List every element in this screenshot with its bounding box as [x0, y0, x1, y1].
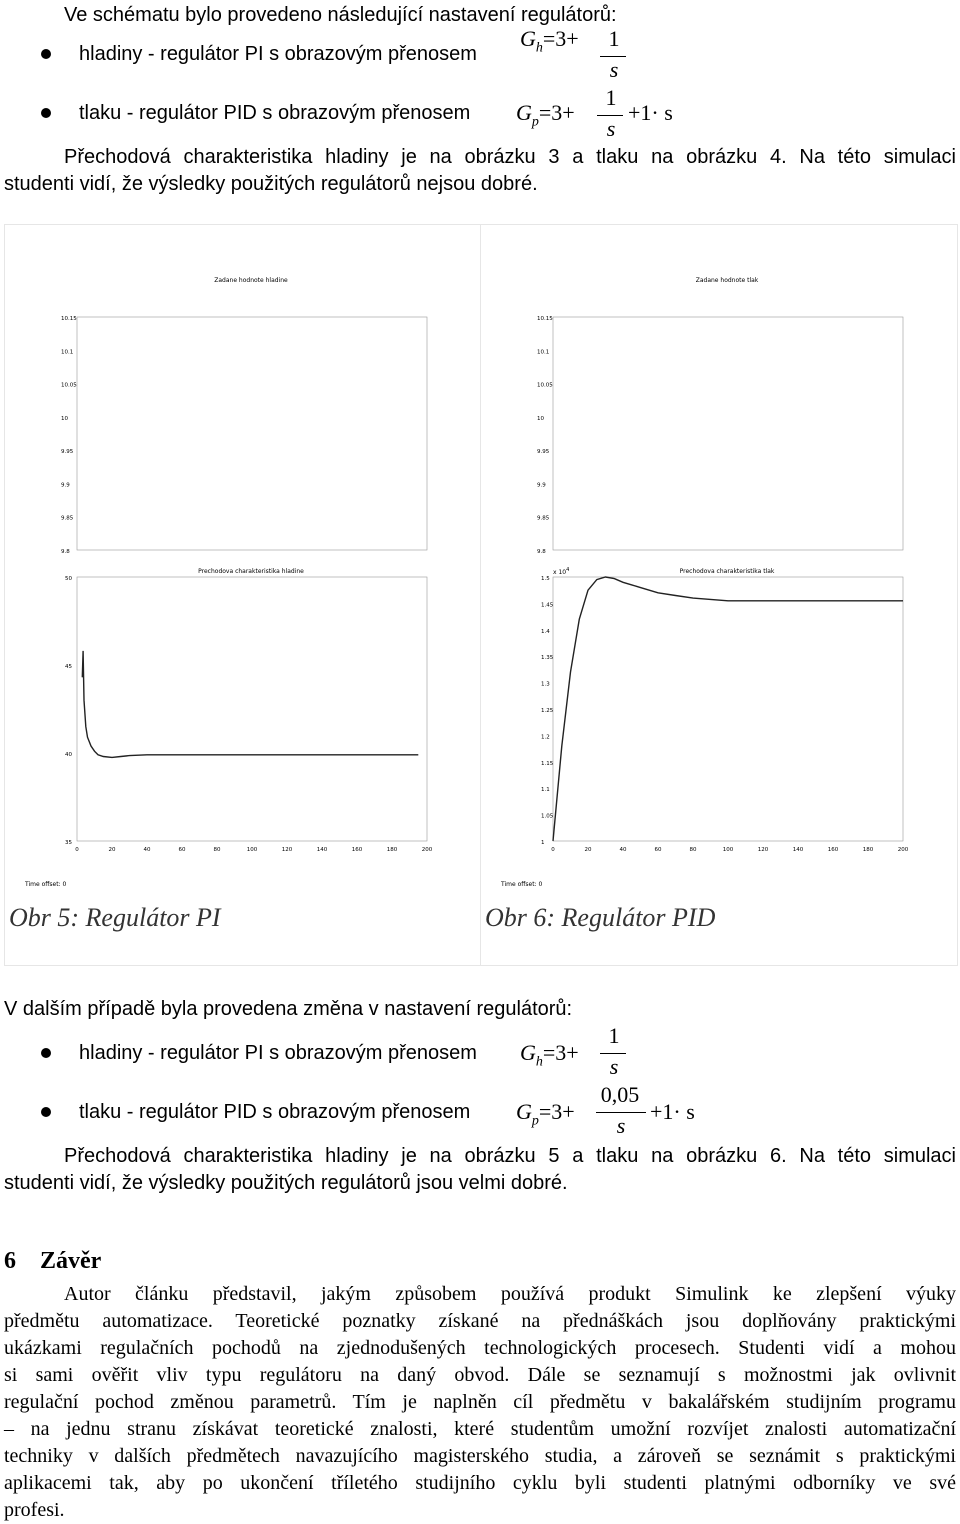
y-tick-label: 9.8: [537, 549, 546, 555]
section-number: 6: [4, 1248, 16, 1274]
x-tick-label: 120: [281, 847, 293, 853]
formula-symbol: G: [520, 1040, 536, 1065]
top-plot-title: Zadane hodnote hladine: [214, 277, 288, 284]
axis-scale-base: x 10: [553, 569, 567, 576]
top-plot-area: [77, 317, 427, 550]
fraction-numerator: 1: [605, 85, 617, 110]
fraction-denominator: s: [616, 1113, 626, 1138]
bottom-plot-title: Prechodova charakteristika hladine: [198, 568, 304, 575]
paragraph-line: Přechodová charakteristika hladiny je na obrázku 5 a tlaku na obrázku 6. Na této simulaci: [64, 1145, 956, 1167]
fraction-denominator: s: [609, 1054, 619, 1079]
x-tick-label: 140: [316, 847, 328, 853]
list-item-label: hladiny - regulátor PI s obrazovým přenosem: [79, 43, 477, 65]
x-tick-label: 120: [757, 847, 769, 853]
bottom-plot-title: Prechodova charakteristika tlak: [679, 568, 775, 575]
formula-symbol: G: [516, 1099, 532, 1124]
fraction-numerator: 0,05: [600, 1082, 640, 1107]
x-tick-label: 140: [792, 847, 804, 853]
section-heading: [4, 1248, 101, 1275]
fraction-numerator: 1: [608, 26, 620, 51]
time-offset: Time offset: 0: [501, 881, 543, 888]
y-tick-label: 9.9: [61, 482, 70, 489]
bullet-icon: [41, 108, 51, 118]
figure-right-plots: [481, 225, 957, 965]
y-tick-label: 10.15: [537, 316, 553, 322]
formula-text: =3+: [542, 1040, 579, 1065]
bullet-icon: [41, 1107, 51, 1117]
x-tick-label: 20: [584, 847, 592, 853]
x-tick-label: 60: [178, 847, 186, 853]
fraction-numerator: 1: [608, 1023, 620, 1048]
list-item-label: tlaku - regulátor PID s obrazovým přenosem: [79, 1101, 471, 1123]
y-tick-label: 9.9: [537, 482, 546, 489]
figure-left-plots: [5, 225, 480, 965]
figure-left: [4, 224, 481, 966]
y-tick-label: 10.05: [537, 382, 553, 389]
paragraph-line: profesi.: [4, 1499, 65, 1521]
x-tick-label: 40: [143, 847, 151, 853]
formula-gh: [520, 26, 579, 56]
y-tick-label: 35: [65, 840, 72, 846]
y-tick-label: 1.5: [541, 576, 550, 582]
y-tick-label: 1.15: [541, 760, 554, 767]
x-tick-label: 200: [421, 847, 433, 853]
x-tick-label: 200: [897, 847, 909, 853]
paragraph-line: regulační pochod změnou parametrů. Tím je naplněn cíl předmětu v bakalářském studijním programu: [4, 1391, 956, 1413]
formula-gp: [516, 100, 575, 130]
y-tick-label: 9.95: [61, 449, 74, 456]
formula-text: +1· s: [628, 100, 673, 125]
formula-gh: [520, 1040, 579, 1070]
y-tick-label: 1.3: [541, 681, 550, 688]
y-tick-label: 1.25: [541, 708, 554, 714]
list-item-label: tlaku - regulátor PID s obrazovým přenosem: [79, 102, 471, 124]
y-tick-label: 1.45: [541, 602, 554, 609]
formula-text: +1· s: [650, 1099, 695, 1124]
y-tick-label: 9.85: [61, 515, 74, 522]
top-plot-area: [553, 317, 903, 550]
y-tick-label: 1.2: [541, 734, 550, 741]
list-item-label: hladiny - regulátor PI s obrazovým přenosem: [79, 1042, 477, 1064]
y-tick-label: 1.4: [541, 628, 550, 635]
fraction-denominator: s: [606, 116, 616, 141]
formula-text: =3+: [538, 1099, 575, 1124]
formula-text: =3+: [542, 26, 579, 51]
figure-caption: Obr 6: Regulátor PID: [485, 903, 716, 932]
y-tick-label: 40: [65, 752, 72, 758]
formula-gp: [516, 1099, 575, 1129]
y-tick-label: 10.05: [61, 382, 77, 389]
formula-subscript: p: [531, 1113, 539, 1129]
bottom-plot-area: [553, 577, 903, 841]
y-tick-label: 10: [61, 415, 68, 422]
paragraph-line: studenti vidí, že výsledky použitých regulátorů jsou velmi dobré.: [4, 1172, 568, 1194]
x-tick-label: 60: [654, 847, 662, 853]
x-tick-label: 0: [75, 847, 79, 853]
intro-line: V dalším případě byla provedena změna v nastavení regulátorů:: [4, 998, 573, 1020]
x-tick-label: 180: [386, 847, 398, 853]
axis-scale-label: [553, 567, 569, 576]
y-tick-label: 1.1: [541, 787, 550, 794]
paragraph-line: studenti vidí, že výsledky použitých regulátorů nejsou dobré.: [4, 173, 538, 195]
x-tick-label: 80: [689, 847, 697, 853]
paragraph-line: techniky v dalších předmětech navazujícího magisterského studia, a zároveň se seznámit s praktickými: [4, 1445, 956, 1467]
x-tick-label: 80: [213, 847, 221, 853]
formula-symbol: G: [520, 26, 536, 51]
paragraph-line: předmětu automatizace. Teoretické poznatky získané na přednáškách jsou doplňovány praktickými: [4, 1310, 956, 1332]
fraction-denominator: s: [609, 57, 619, 82]
x-tick-label: 100: [246, 847, 258, 853]
formula-text: =3+: [538, 100, 575, 125]
y-tick-label: 10.1: [61, 349, 74, 356]
y-tick-label: 45: [65, 664, 72, 670]
bullet-icon: [41, 1048, 51, 1058]
time-offset: Time offset: 0: [25, 881, 67, 888]
paragraph-line: Autor článku představil, jakým způsobem používá produkt Simulink ke zlepšení výuky: [64, 1283, 956, 1305]
figure-right: [480, 224, 958, 966]
y-tick-label: 9.95: [537, 449, 550, 456]
y-tick-label: 1: [541, 840, 545, 846]
y-tick-label: 9.85: [537, 515, 550, 522]
top-plot-title: Zadane hodnote tlak: [695, 277, 759, 284]
formula-subscript: h: [535, 40, 543, 56]
y-tick-label: 10.15: [61, 316, 77, 322]
y-tick-label: 1.35: [541, 655, 554, 662]
x-tick-label: 20: [108, 847, 116, 853]
formula-symbol: G: [516, 100, 532, 125]
x-tick-label: 180: [862, 847, 874, 853]
axis-scale-exponent: 4: [566, 567, 570, 573]
section-title: Závěr: [40, 1248, 102, 1274]
formula-subscript: p: [531, 114, 539, 130]
y-tick-label: 9.8: [61, 549, 70, 555]
figure-caption: Obr 5: Regulátor PI: [9, 903, 221, 932]
intro-line: Ve schématu bylo provedeno následující nastavení regulátorů:: [64, 4, 617, 26]
y-tick-label: 10: [537, 415, 544, 422]
paragraph-line: ukázkami regulačních pochodů na zjednodušených technologických procesech. Studenti vidí a mohou: [4, 1337, 956, 1359]
y-tick-label: 10.1: [537, 349, 550, 356]
x-tick-label: 160: [351, 847, 363, 853]
y-tick-label: 50: [65, 576, 72, 582]
paragraph-line: – na jednu stranu získávat teoretické znalosti, které studentům umožní rozvíjet znalosti automatizační: [4, 1418, 956, 1440]
formula-subscript: h: [535, 1054, 543, 1070]
bullet-icon: [41, 49, 51, 59]
x-tick-label: 0: [551, 847, 555, 853]
paragraph-line: si sami ověřit vliv typu regulátoru na daný obvod. Dále se seznamují s možnostmi jak ovlivnit: [4, 1364, 956, 1386]
paragraph-line: aplikacemi tak, aby po ukončení tříletého studijního cyklu byli studenti platnými odborníky ve své: [4, 1472, 956, 1494]
paragraph-line: Přechodová charakteristika hladiny je na obrázku 3 a tlaku na obrázku 4. Na této simulaci: [64, 146, 956, 168]
x-tick-label: 40: [619, 847, 627, 853]
y-tick-label: 1.05: [541, 813, 554, 820]
x-tick-label: 100: [722, 847, 734, 853]
x-tick-label: 160: [827, 847, 839, 853]
bottom-plot-area: [77, 577, 427, 841]
